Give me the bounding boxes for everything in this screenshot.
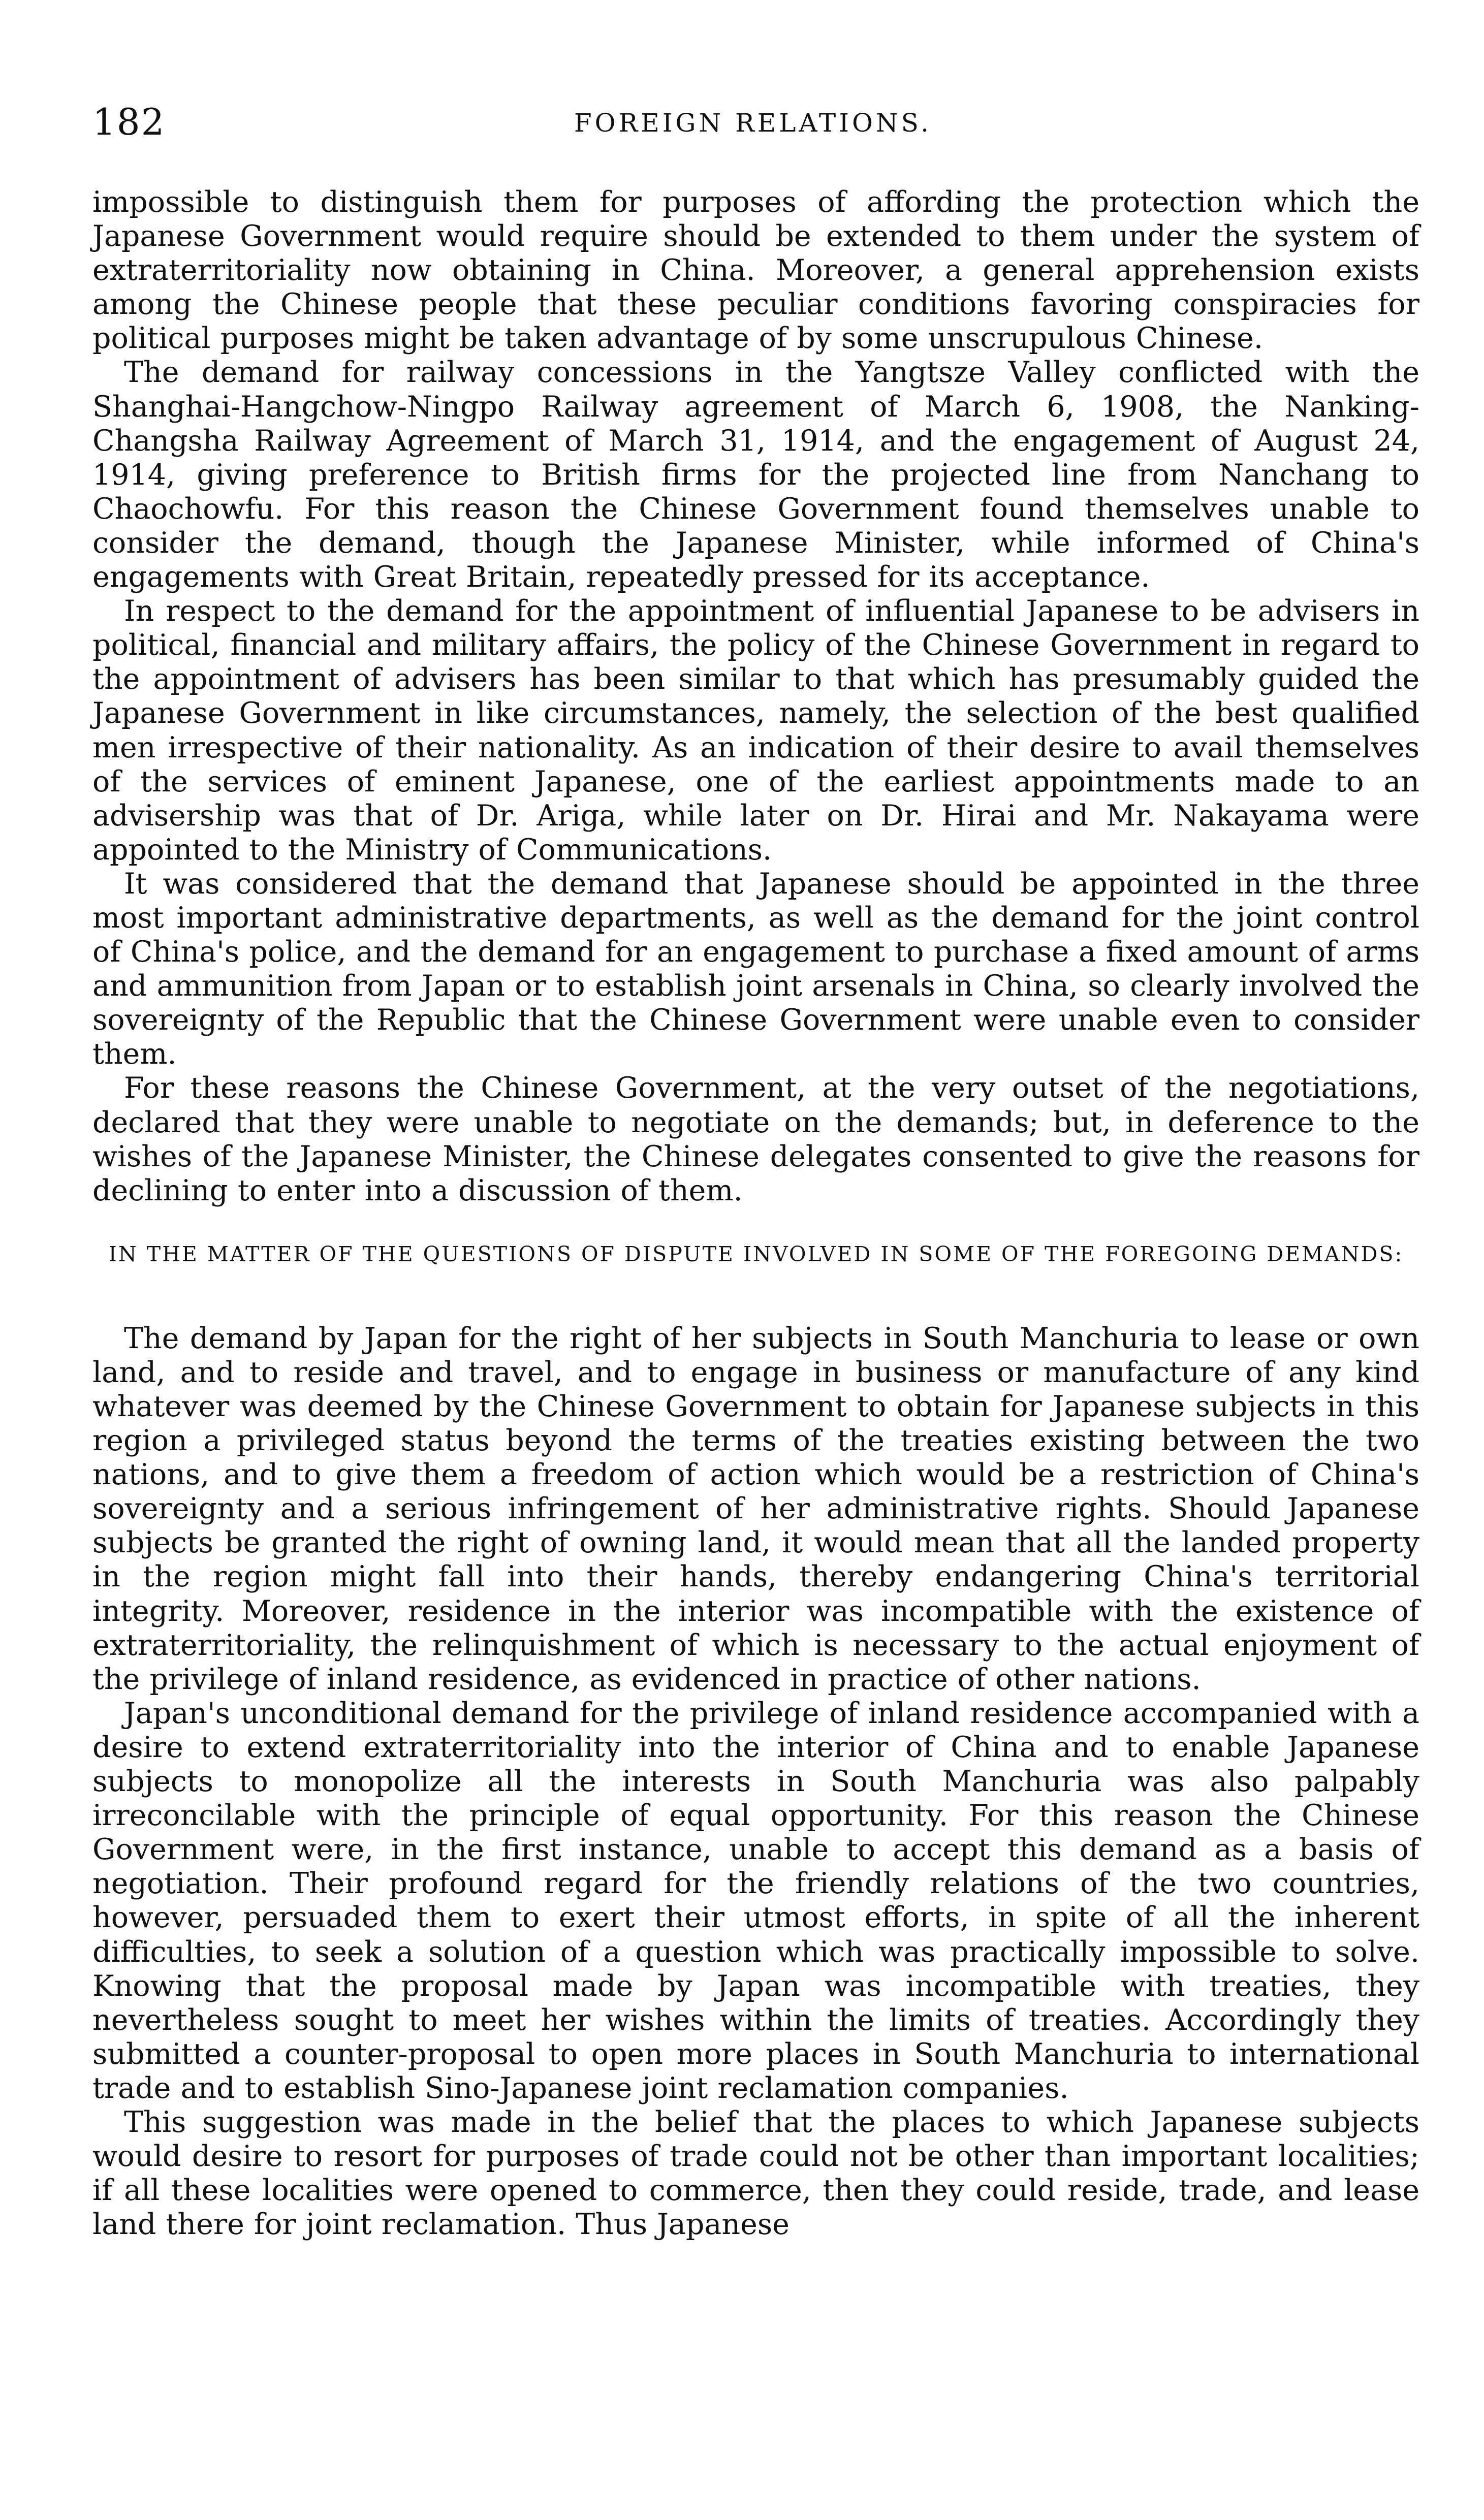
running-title: FOREIGN RELATIONS. — [574, 108, 932, 138]
paragraph-inland-residence: Japan's unconditional demand for the privilege of inland residence accompanied with a desire to extend extraterritoriality into the interior of China and to enable Japanese subjects to monopolize all the interests in South Manchuria was also palpably irreconcilable with the principle of equal opportunity. For this reason the Chinese Government were, in the first instance, unable to accept this demand as a basis of negotiation. Their profound regard for the friendly relations of the two countries, however, persuaded them to exert their utmost efforts, in spite of all the inherent difficulties, to seek a solution of a question which was practically impossible to solve. Knowing that the proposal made by Japan was incompatible with treaties, they nevertheless sought to meet her wishes within the limits of treaties. Accordingly they submitted a counter-proposal to open more places in South Manchuria to international trade and to establish Sino-Japanese joint reclamation companies. — [92, 1696, 1419, 2105]
paragraph-continued: impossible to distinguish them for purposes of affording the protection which the Japanese Government would require should be extended to them under the system of extraterritoriality now obtaining in China. Moreover, a general apprehension exists among the Chinese people that these peculiar conditions favoring conspiracies for political purposes might be taken advantage of by some unscrupulous Chinese. — [92, 185, 1419, 356]
paragraph-south-manchuria-land: The demand by Japan for the right of her subjects in South Manchuria to lease or own land, and to reside and travel, and to engage in business or manufacture of any kind whatever was deemed by the Chinese Government to obtain for Japanese subjects in this region a privileged status beyond the terms of the treaties existing between the two nations, and to give them a freedom of action which would be a restriction of China's sovereignty and a serious infringement of her administrative rights. Should Japanese subjects be granted the right of owning land, it would mean that all the landed property in the region might fall into their hands, thereby endangering China's territorial integrity. Moreover, residence in the interior was incompatible with the existence of extraterritoriality, the relinquishment of which is necessary to the actual enjoyment of the privilege of inland residence, as evidenced in practice of other nations. — [92, 1321, 1419, 1696]
page-number: 182 — [92, 101, 166, 143]
paragraph-railway-concessions: The demand for railway concessions in the Yangtsze Valley conflicted with the Shanghai-Hangchow-Ningpo Railway agreement of March 6, 1908, the Nanking-Changsha Railway Agreement of March 31, 1914, and the engagement of August 24, 1914, giving preference to British firms for the projected line from Nanchang to Chaochowfu. For this reason the Chinese Government found themselves unable to consider the demand, though the Japanese Minister, while informed of China's engagements with Great Britain, repeatedly pressed for its acceptance. — [92, 356, 1419, 594]
paragraph-reasons: For these reasons the Chinese Government, at the very outset of the negotiations, declared that they were unable to negotiate on the demands; but, in deference to the wishes of the Japanese Minister, the Chinese delegates consented to give the reasons for declining to enter into a discussion of them. — [92, 1071, 1419, 1207]
paragraph-administrative-departments: It was considered that the demand that Japanese should be appointed in the three most important administrative departments, as well as the demand for the joint control of China's police, and the demand for an engagement to purchase a fixed amount of arms and ammunition from Japan or to establish joint arsenals in China, so clearly involved the sovereignty of the Republic that the Chinese Government were unable even to consider them. — [92, 867, 1419, 1071]
body-text — [92, 185, 1419, 2242]
paragraph-advisers: In respect to the demand for the appointment of influential Japanese to be advisers in political, financial and military affairs, the policy of the Chinese Government in regard to the appointment of advisers has been similar to that which has presumably guided the Japanese Government in like circumstances, namely, the selection of the best qualified men irrespective of their nationality. As an indication of their desire to avail themselves of the services of eminent Japanese, one of the earliest appointments made to an advisership was that of Dr. Ariga, while later on Dr. Hirai and Mr. Nakayama were appointed to the Ministry of Communications. — [92, 594, 1419, 867]
paragraph-suggestion: This suggestion was made in the belief that the places to which Japanese subjects would desire to resort for purposes of trade could not be other than important localities; if all these localities were opened to commerce, then they could reside, trade, and lease land there for joint reclamation. Thus Japanese — [92, 2105, 1419, 2242]
section-heading: IN THE MATTER OF THE QUESTIONS OF DISPUTE INVOLVED IN SOME OF THE FOREGOING DEMANDS: — [108, 1241, 1404, 1266]
running-head — [92, 97, 1413, 152]
